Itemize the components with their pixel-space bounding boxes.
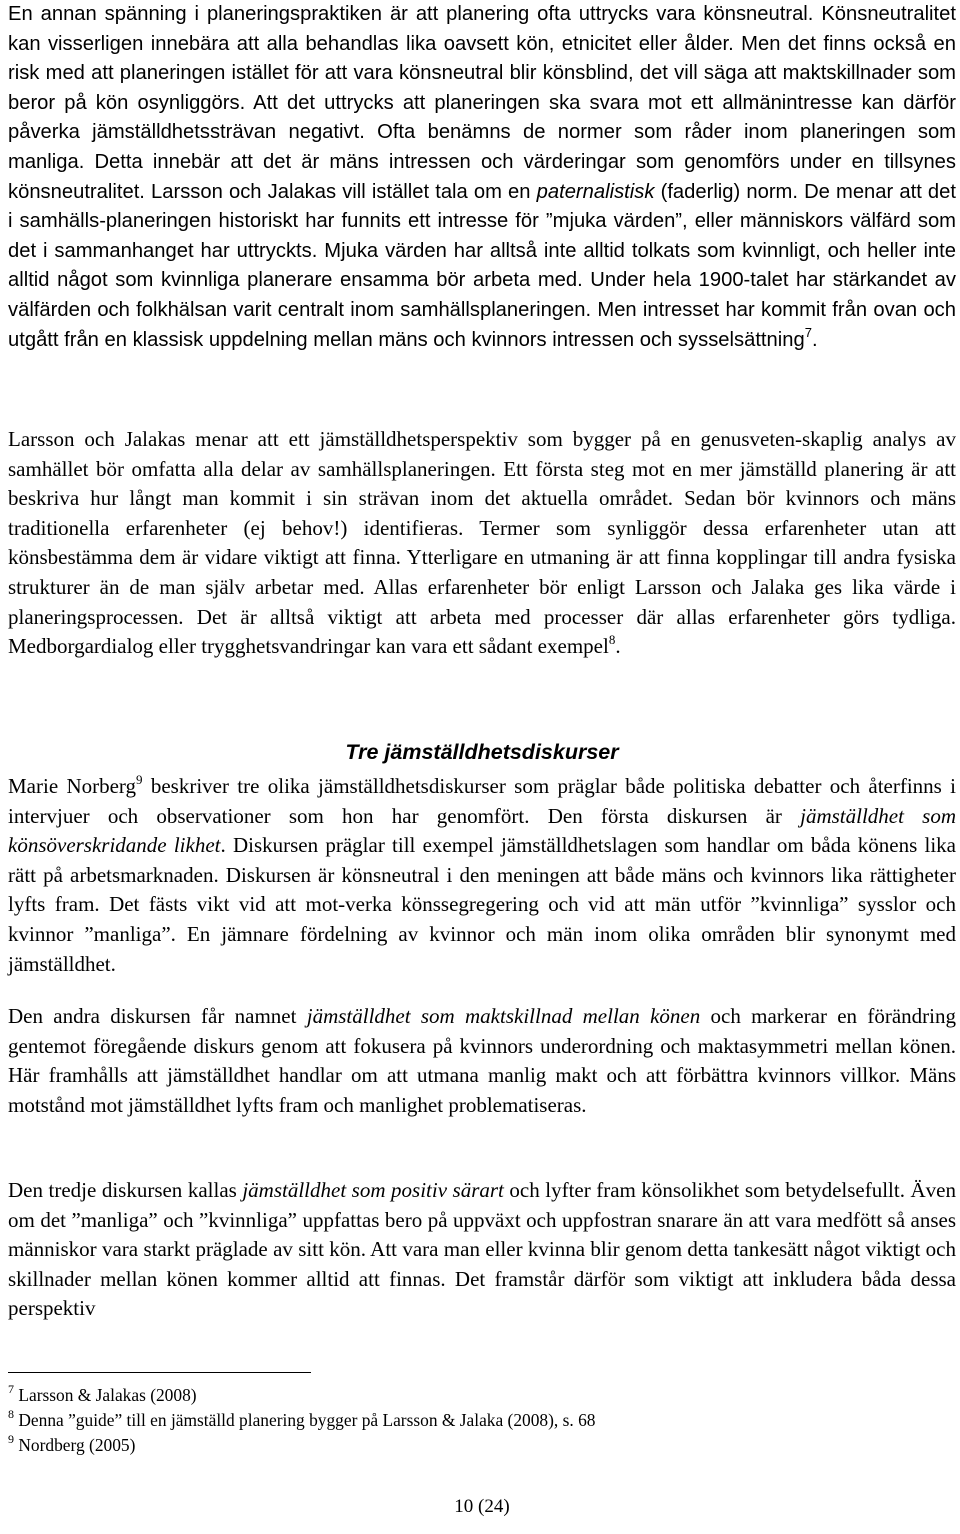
footnote-8: $^8$ Denna ”guide” till en jämställd planering bygger på Larsson & Jalaka (2008), s. 68 — [8, 1407, 596, 1430]
section-heading: Tre jämställdhetsdiskurser — [345, 740, 619, 764]
footnote-separator — [8, 1372, 311, 1373]
italic-term-third-discourse: jämställdhet som positiv särart — [242, 1178, 504, 1202]
italic-term-first-discourse: jämställdhet som könsöverskridande likhet — [8, 803, 956, 858]
italic-term-paternalistisk: paternalistisk — [536, 180, 655, 203]
footnote-9: $^9$ Nordberg (2005) — [8, 1432, 136, 1455]
paragraph-gender-perspective: Larsson och Jalakas menar att ett jämställdhetsperspektiv som bygger på en genusveten-skaplig analys av samhället bör omfatta alla delar av samhällsplaneringen. Ett första steg mot en mer jämställd planering är att beskriva hur långt man kommit i sin strävan inom det aktuella området. Sedan bör kvinnors och mäns traditionella erfarenheter (ej behov!) identifieras. Termer som synliggör dessa erfarenheter utan att könsbestämma dem är vidare viktigt att finna. Ytterligare en utmaning är att finna kopplingar till andra fysiska strukturer än de man själv arbetar med. Allas erfarenheter bör enligt Larsson och Jalaka ges lika värde i planeringsprocessen. Det är alltså viktigt att arbeta med processer där allas erfarenheter görs tydliga. Medborgardialog eller trygghetsvandringar kan vara ett sådant exempel$^8$. — [8, 427, 956, 659]
paragraph-third-discourse: Den tredje diskursen kallas jämställdhet som positiv särart och lyfter fram könsolikhet som betydelsefullt. Även om det ”manliga” och ”kvinnliga” uppfattas bero på uppväxt och uppfostran snarare än att vara medfött så anses människor vara starkt präglade av sitt kön. Att vara man eller kvinna blir genom detta tankesätt något viktigt och skillnader mellan könen kommer alltid att finnas. Det framstår därför som viktigt att inkludera båda dessa perspektiv — [8, 1178, 956, 1321]
paragraph-second-discourse: Den andra diskursen får namnet jämställdhet som maktskillnad mellan könen och markerar en förändring gentemot föregående diskurs genom att fokusera på kvinnors underordning och maktasymmetri mellan könen. Här framhålls att jämställdhet handlar om att utmana manlig makt och att förbättra kvinnors villkor. Mäns motstånd mot jämställdhet lyfts fram och manlighet problematiseras. — [8, 1004, 956, 1117]
page-number: 10 (24) — [454, 1496, 510, 1517]
footnote-ref-9[interactable]: 9 — [136, 772, 143, 787]
footnote-ref-8[interactable]: 8 — [608, 632, 616, 648]
paragraph-gender-neutral-planning: En annan spänning i planeringspraktiken är att planering ofta uttrycks vara könsneutral. Könsneutralitet kan visserligen innebära att alla behandlas lika oavsett kön, etnicitet eller ålder. Men det finns också en risk med att planeringen istället för att vara könsneutral blir könsblind, det vill säga att maktskillnader som beror på kön osynliggörs. Att det uttrycks att planeringen ska svara mot ett allmänintresse kan därför påverka jämställdhetssträvan negativt. Ofta benämns de normer som råder inom planeringen som manliga. Detta innebär att det är mäns intressen och värderingar som genomförs under en tillsynes könsneutralitet. Larsson och Jalakas vill istället tala om en paternalistisk (faderlig) norm. De menar att det i samhälls-planeringen historiskt har funnits ett intresse för ”mjuka värden”, eller människors välfärd som det i sammanhanget har uttryckts. Mjuka värden har alltså inte alltid tolkats som kvinnligt, och heller inte alltid något som kvinnliga planerare ensamma bör arbeta med. Under hela 1900-talet har stärkandet av välfärden och folkhälsan varit centralt inom samhällsplaneringen. Men intresset har kommit från ovan och utgått från en klassisk uppdelning mellan mäns och kvinnors intressen och sysselsättning$^7$. — [8, 3, 956, 351]
footnotes — [8, 1383, 956, 1458]
paragraph-first-discourse: Marie Norberg$^9$ beskriver tre olika jämställdhetsdiskurser som präglar både politiska debatter och återfinns i intervjuer och observationer som hon har genomfört. Den första diskursen är jämställdhet som könsöverskridande likhet. Diskursen präglar till exempel jämställdhetslagen som handlar om båda könens lika rätt på arbetsmarknaden. Diskursen är könsneutral i den meningen att både mäns och kvinnors lika rättigheter lyfts fram. Det fästs vikt vid att mot-verka könssegregering och vid att män utför ”kvinnliga” sysslor och kvinnor ”manliga”. En jämnare fördelning av kvinnor och män inom olika områden blir synonymt med jämställdhet. — [8, 772, 956, 976]
footnote-7: $^7$ Larsson & Jalakas (2008) — [8, 1382, 197, 1405]
italic-term-second-discourse: jämställdhet som maktskillnad mellan könen — [306, 1004, 701, 1028]
footnote-ref-7[interactable]: 7 — [804, 324, 812, 340]
